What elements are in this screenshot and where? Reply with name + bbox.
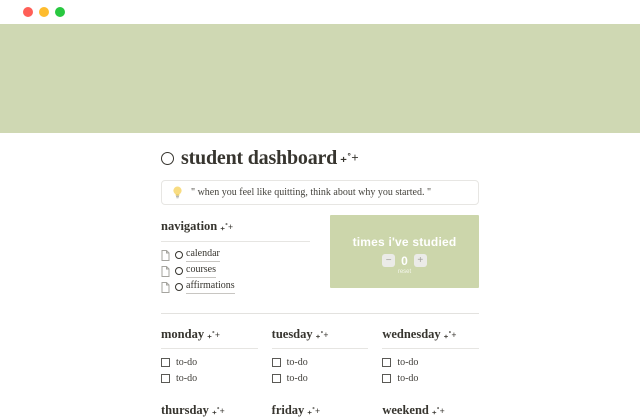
decrement-button[interactable]: − bbox=[382, 254, 395, 267]
todo-item[interactable] bbox=[161, 354, 258, 370]
title-decoration: ₊˚+ bbox=[340, 150, 359, 165]
day-divider bbox=[161, 348, 258, 349]
todo-label: to-do bbox=[176, 372, 198, 384]
day-decoration: ₊˚+ bbox=[211, 406, 225, 416]
todo-label: to-do bbox=[397, 372, 419, 384]
nav-link-label[interactable]: affirmations bbox=[186, 280, 235, 294]
page-title: student dashboard bbox=[181, 147, 338, 169]
day-label: tuesday bbox=[271, 327, 313, 341]
quote-callout[interactable] bbox=[161, 180, 479, 205]
counter-value: 0 bbox=[401, 253, 408, 268]
todo-label: to-do bbox=[397, 356, 419, 368]
todo-item[interactable] bbox=[161, 370, 258, 386]
day-column-weekend bbox=[382, 403, 479, 418]
checkbox-unchecked[interactable] bbox=[272, 358, 281, 367]
nav-link-label[interactable]: courses bbox=[186, 264, 216, 278]
checkbox-unchecked[interactable] bbox=[382, 374, 391, 383]
navigation-heading-text: navigation bbox=[161, 219, 218, 233]
day-decoration: ₊˚+ bbox=[307, 406, 321, 416]
checkbox-unchecked[interactable] bbox=[161, 358, 170, 367]
zoom-window-button[interactable] bbox=[55, 7, 65, 17]
page-icon bbox=[161, 250, 170, 261]
day-divider bbox=[272, 348, 369, 349]
checkbox-unchecked[interactable] bbox=[272, 374, 281, 383]
todo-item[interactable] bbox=[382, 354, 479, 370]
day-label: wednesday bbox=[382, 327, 441, 341]
page-content bbox=[161, 148, 479, 418]
circle-outline-icon bbox=[175, 267, 183, 275]
nav-link-label[interactable]: calendar bbox=[186, 248, 220, 262]
close-window-button[interactable] bbox=[23, 7, 33, 17]
reset-button[interactable]: reset bbox=[397, 268, 412, 275]
day-column-wednesday bbox=[382, 327, 479, 386]
day-column-tuesday bbox=[272, 327, 369, 386]
day-heading bbox=[382, 403, 479, 418]
page-title-row bbox=[161, 148, 479, 168]
todo-label: to-do bbox=[176, 356, 198, 368]
todo-item[interactable] bbox=[272, 370, 369, 386]
lightbulb-icon bbox=[172, 186, 183, 199]
counter-title: times i've studied bbox=[352, 234, 457, 249]
window-titlebar bbox=[0, 0, 640, 24]
study-counter-widget bbox=[330, 215, 479, 288]
day-decoration: ₊˚+ bbox=[207, 330, 220, 340]
navigation-divider bbox=[161, 241, 310, 242]
day-heading bbox=[161, 403, 258, 418]
day-heading bbox=[272, 403, 369, 418]
checkbox-unchecked[interactable] bbox=[382, 358, 391, 367]
navigation-section bbox=[161, 215, 310, 295]
day-heading bbox=[382, 327, 479, 342]
weekday-row-2 bbox=[161, 403, 479, 418]
sidebar-item-courses[interactable] bbox=[161, 263, 310, 279]
day-column-monday bbox=[161, 327, 258, 386]
todo-label: to-do bbox=[286, 356, 308, 368]
todo-label: to-do bbox=[286, 372, 308, 384]
day-label: friday bbox=[271, 403, 305, 417]
day-decoration: ₊˚+ bbox=[443, 330, 457, 340]
todo-item[interactable] bbox=[382, 370, 479, 386]
circle-outline-icon bbox=[161, 152, 174, 165]
weekday-row-1 bbox=[161, 327, 479, 386]
page-icon bbox=[161, 282, 170, 293]
section-divider bbox=[161, 313, 479, 314]
day-heading bbox=[272, 327, 369, 342]
day-column-thursday bbox=[161, 403, 258, 418]
circle-outline-icon bbox=[175, 251, 183, 259]
day-label: weekend bbox=[382, 403, 429, 417]
sidebar-item-calendar[interactable] bbox=[161, 247, 310, 263]
checkbox-unchecked[interactable] bbox=[161, 374, 170, 383]
todo-item[interactable] bbox=[272, 354, 369, 370]
cover-banner[interactable] bbox=[0, 24, 640, 133]
navigation-heading-decoration: ₊˚+ bbox=[220, 222, 234, 232]
day-decoration: ₊˚+ bbox=[315, 330, 329, 340]
day-label: monday bbox=[161, 327, 205, 341]
navigation-heading bbox=[161, 219, 310, 234]
quote-text: " when you feel like quitting, think about why you started. " bbox=[191, 186, 432, 198]
sidebar-item-affirmations[interactable] bbox=[161, 279, 310, 295]
page-icon bbox=[161, 266, 170, 277]
day-decoration: ₊˚+ bbox=[431, 406, 445, 416]
increment-button[interactable]: + bbox=[414, 254, 427, 267]
counter-controls bbox=[382, 254, 427, 268]
day-column-friday bbox=[272, 403, 369, 418]
circle-outline-icon bbox=[175, 283, 183, 291]
nav-and-widget-section bbox=[161, 215, 479, 295]
minimize-window-button[interactable] bbox=[39, 7, 49, 17]
day-divider bbox=[382, 348, 479, 349]
day-heading bbox=[161, 327, 258, 342]
day-label: thursday bbox=[161, 403, 209, 417]
